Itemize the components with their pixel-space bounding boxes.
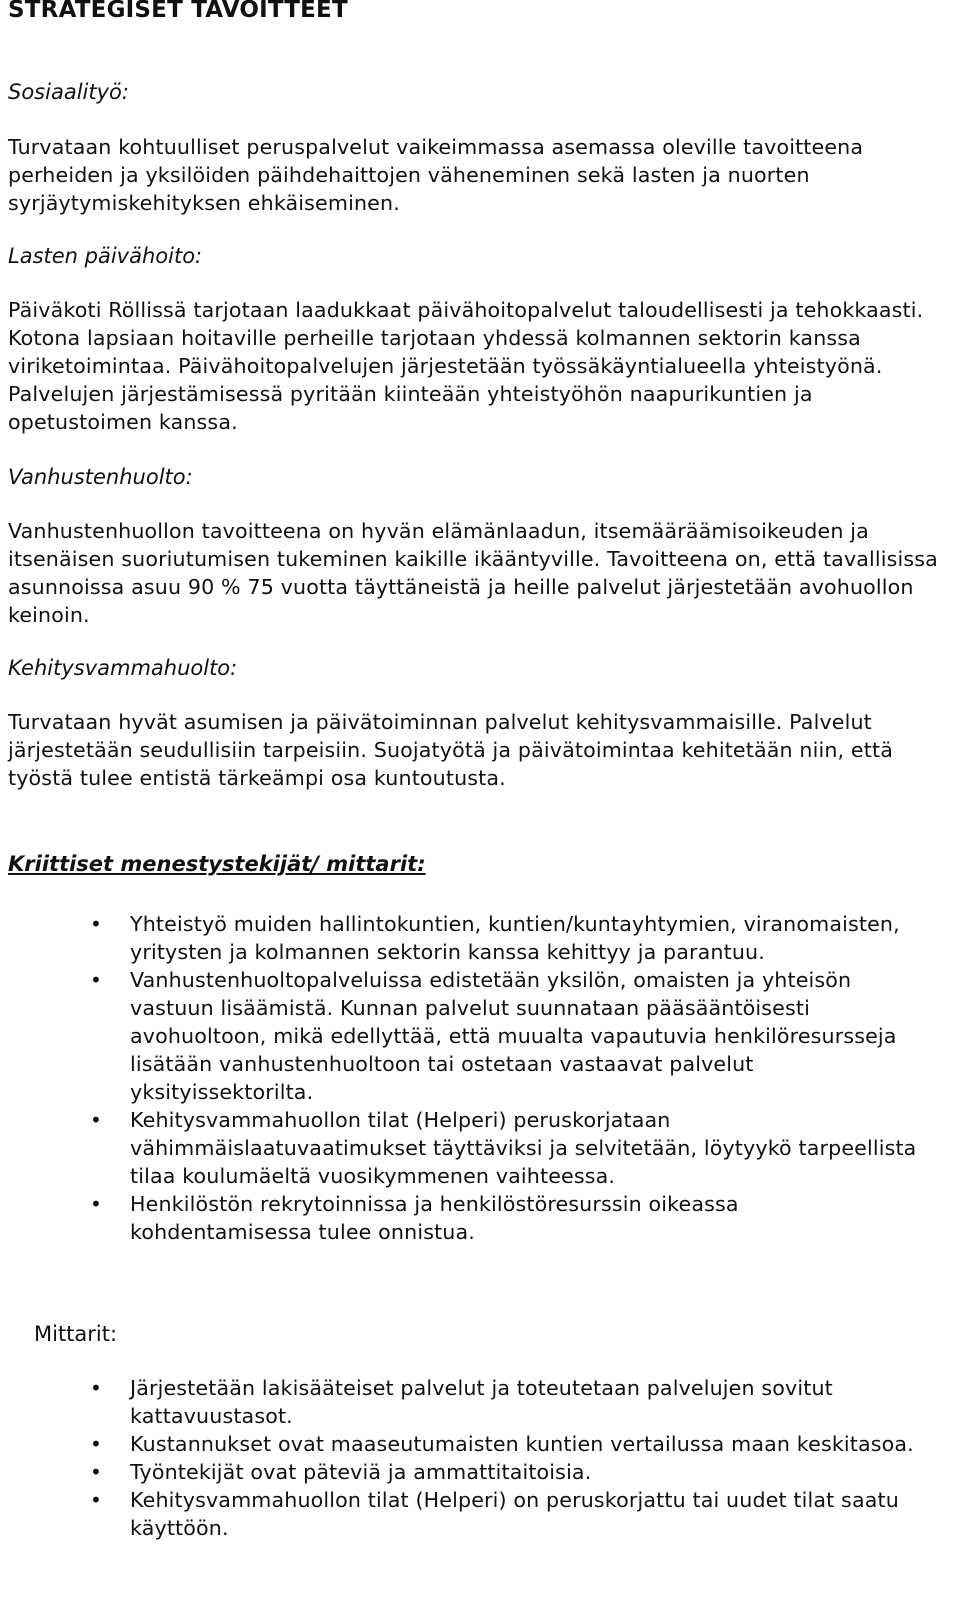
list-item — [4, 1106, 924, 1190]
section-label-sosiaalityo: Sosiaalityö: — [8, 80, 129, 104]
list-item — [4, 966, 924, 1106]
bullet-icon: • — [90, 1488, 102, 1512]
section-label-vanhustenhuolto: Vanhustenhuolto: — [8, 465, 193, 489]
list-item — [4, 1190, 924, 1246]
list-item — [4, 1486, 924, 1542]
bullet-icon: • — [90, 1460, 102, 1484]
metrics-list — [4, 1374, 924, 1542]
list-item-text: Kehitysvammahuollon tilat (Helperi) on peruskorjattu tai uudet tilat saatu käyttöön. — [130, 1488, 899, 1540]
list-item-text: Järjestetään lakisääteiset palvelut ja toteutetaan palvelujen sovitut kattavuustasot. — [130, 1376, 833, 1428]
bullet-icon: • — [90, 968, 102, 992]
list-item-text: Henkilöstön rekrytoinnissa ja henkilöstöresurssin oikeassa kohdentamisessa tulee onnistua. — [130, 1192, 739, 1244]
critical-factors-list — [4, 910, 924, 1246]
list-item-text: Kustannukset ovat maaseutumaisten kuntien vertailussa maan keskitasoa. — [130, 1432, 914, 1456]
section-label-kehitysvammahuolto: Kehitysvammahuolto: — [8, 656, 238, 680]
bullet-icon: • — [90, 1376, 102, 1400]
bullet-icon: • — [90, 1108, 102, 1132]
bullet-icon: • — [90, 1432, 102, 1456]
bullet-icon: • — [90, 1192, 102, 1216]
list-item — [4, 1430, 924, 1458]
document-title: STRATEGISET TAVOITTEET — [8, 0, 348, 23]
list-item — [4, 910, 924, 966]
metrics-label: Mittarit: — [34, 1322, 118, 1346]
list-item-text: Työntekijät ovat päteviä ja ammattitaitoisia. — [130, 1460, 592, 1484]
list-item-text: Kehitysvammahuollon tilat (Helperi) peruskorjataan vähimmäislaatuvaatimukset täyttäviksi ja selvitetään, löytyykö tarpeellista tilaa koulumäeltä vuosikymmenen vaihteessa. — [130, 1108, 917, 1188]
list-item-text: Yhteistyö muiden hallintokuntien, kuntien/kuntayhtymien, viranomaisten, yritysten ja kolmannen sektorin kanssa kehittyy ja parantuu. — [130, 912, 900, 964]
list-item — [4, 1374, 924, 1430]
section-text-vanhustenhuolto: Vanhustenhuollon tavoitteena on hyvän elämänlaadun, itsemääräämisoikeuden ja itsenäisen suoriutumisen tukeminen kaikille ikääntyville. Tavoitteena on, että tavallisissa asunnoissa asuu 90 % 75 vuotta täyttäneistä ja heille palvelut järjestetään avohuollon keinoin. — [8, 519, 938, 627]
list-item-text: Vanhustenhuoltopalveluissa edistetään yksilön, omaisten ja yhteisön vastuun lisäämistä. Kunnan palvelut suunnataan pääsääntöisesti avohuoltoon, mikä edellyttää, että muualta vapautuvia henkilöresursseja lisätään vanhustenhuoltoon tai ostetaan vastaavat palvelut yksityissektorilta. — [130, 968, 897, 1104]
critical-factors-heading: Kriittiset menestystekijät/ mittarit: — [8, 852, 426, 876]
section-text-sosiaalityo: Turvataan kohtuulliset peruspalvelut vaikeimmassa asemassa oleville tavoitteena perheiden ja yksilöiden päihdehaittojen väheneminen sekä lasten ja nuorten syrjäytymiskehityksen ehkäiseminen. — [8, 135, 864, 215]
list-item — [4, 1458, 924, 1486]
section-text-kehitysvammahuolto: Turvataan hyvät asumisen ja päivätoiminnan palvelut kehitysvammaisille. Palvelut järjestetään seudullisiin tarpeisiin. Suojatyötä ja päivätoimintaa kehitetään niin, että työstä tulee entistä tärkeämpi osa kuntoutusta. — [8, 710, 893, 790]
section-text-lasten-paivahoito: Päiväkoti Röllissä tarjotaan laadukkaat päivähoitopalvelut taloudellisesti ja tehokkaasti. Kotona lapsiaan hoitaville perheille tarjotaan yhdessä kolmannen sektorin kanssa viriketoimintaa. Päivähoitopalvelujen järjestetään työssäkäyntialueella yhteistyönä. Palvelujen järjestämisessä pyritään kiinteään yhteistyöhön naapurikuntien ja opetustoimen kanssa. — [8, 298, 924, 434]
bullet-icon: • — [90, 912, 102, 936]
section-label-lasten-paivahoito: Lasten päivähoito: — [8, 244, 203, 268]
